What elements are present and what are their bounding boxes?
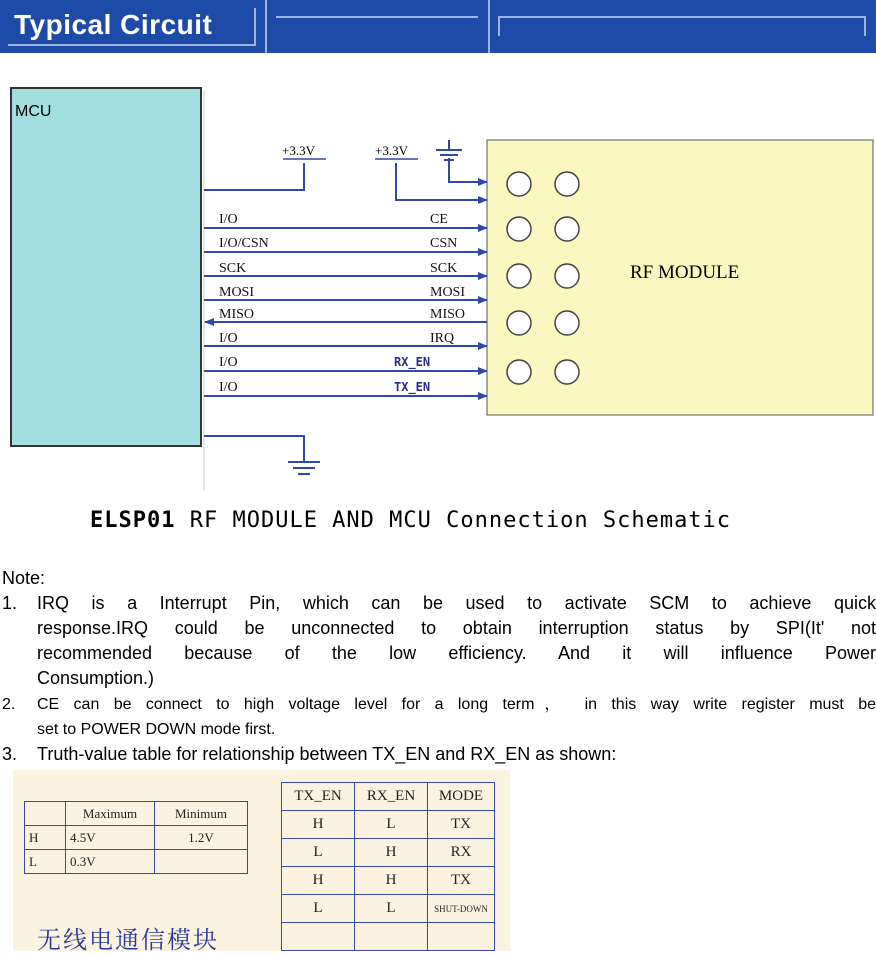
ground-symbol [204,436,320,474]
table-cell: TX [428,811,495,839]
table-cell: 4.5V [66,826,155,850]
table-header: Maximum [66,802,155,826]
module-pin-label: CE [430,212,448,227]
ground-symbol [436,140,462,160]
notes-label: Note: [2,568,46,588]
table-cell: H [25,826,66,850]
header-divider [488,0,490,53]
power-wiring [204,158,487,200]
mcu-pin-label: MOSI [219,285,255,300]
mcu-pin-label: I/O/CSN [219,236,269,251]
note-line: IRQ is a Interrupt Pin, which can be used to activate SCM to achieve quick [37,593,876,613]
note-line: CE can be connect to high voltage level for a long term， in this way write register must be [37,696,876,713]
table-header: RX_EN [355,783,428,811]
module-pin-label: SCK [430,261,458,276]
table-cell [155,850,248,874]
connection-schematic [0,70,876,500]
table-cell: L [282,895,355,923]
schematic-caption [90,508,731,533]
table-cell: SHUT-DOWN [428,895,495,923]
header-divider [498,16,500,36]
mcu-pin-label: I/O [219,331,238,346]
table-cell [428,923,495,951]
table-cell: H [355,839,428,867]
pad [555,311,579,335]
mcu-pin-label: I/O [219,380,238,395]
module-pin-label: MISO [430,307,466,322]
pad [507,172,531,196]
table-cell: TX [428,867,495,895]
header-divider [864,16,866,36]
note-line: Truth-value table for relationship between TX_EN and RX_EN as shown: [37,744,617,764]
truth-table-figure [13,770,510,954]
mcu-block [11,88,201,446]
table-cell: L [355,811,428,839]
pad [555,360,579,384]
note-line: response.IRQ could be unconnected to obtain interruption status by SPI(It' not [37,618,876,638]
table-cell: RX [428,839,495,867]
header-divider [265,0,267,53]
mcu-pin-label: I/O [219,212,238,227]
mcu-label: MCU [15,103,52,120]
header-bar [0,0,876,53]
table-header: Minimum [155,802,248,826]
truth-table [281,782,495,951]
level-table [24,801,248,874]
module-pin-label: TX_EN [394,380,431,394]
pad [507,360,531,384]
table-cell [282,923,355,951]
pad [555,217,579,241]
note-number: 2. [2,696,16,713]
header-divider [276,16,478,18]
table-header [25,802,66,826]
table-cell: L [25,850,66,874]
note-number: 1. [2,593,18,613]
mcu-pin-label: MISO [219,307,255,322]
table-cell [355,923,428,951]
supply-left-label: +3.3V [282,143,315,158]
pad [555,264,579,288]
rf-module-label: RF MODULE [630,262,740,283]
caption-text: RF MODULE AND MCU Connection Schematic [175,508,732,533]
table-cell: L [282,839,355,867]
table-cell: L [355,895,428,923]
mcu-pin-label: SCK [219,261,247,276]
table-header: MODE [428,783,495,811]
pad [507,217,531,241]
mcu-pin-label: I/O [219,355,238,370]
header-divider [254,8,256,46]
note-line: set to POWER DOWN mode first. [37,721,276,738]
chinese-label: 无线电通信模块 [37,926,219,954]
note-number: 3. [2,744,18,764]
supply-right-label: +3.3V [375,143,408,158]
table-header: TX_EN [282,783,355,811]
module-pin-label: MOSI [430,285,466,300]
note-line: Consumption.) [37,668,155,688]
table-cell: H [282,811,355,839]
header-divider [498,16,866,18]
pad [507,311,531,335]
table-cell: 0.3V [66,850,155,874]
table-cell: H [355,867,428,895]
module-pin-label: CSN [430,236,458,251]
table-cell: 1.2V [155,826,248,850]
caption-part-number: ELSP01 [90,508,176,533]
header-divider [8,44,254,46]
page-title: Typical Circuit [14,9,213,40]
note-line: recommended because of the low efficiency. And it will influence Power [37,643,876,663]
module-pin-label: RX_EN [394,355,431,369]
module-pin-label: IRQ [430,331,455,346]
pad [555,172,579,196]
pad [507,264,531,288]
table-cell: H [282,867,355,895]
